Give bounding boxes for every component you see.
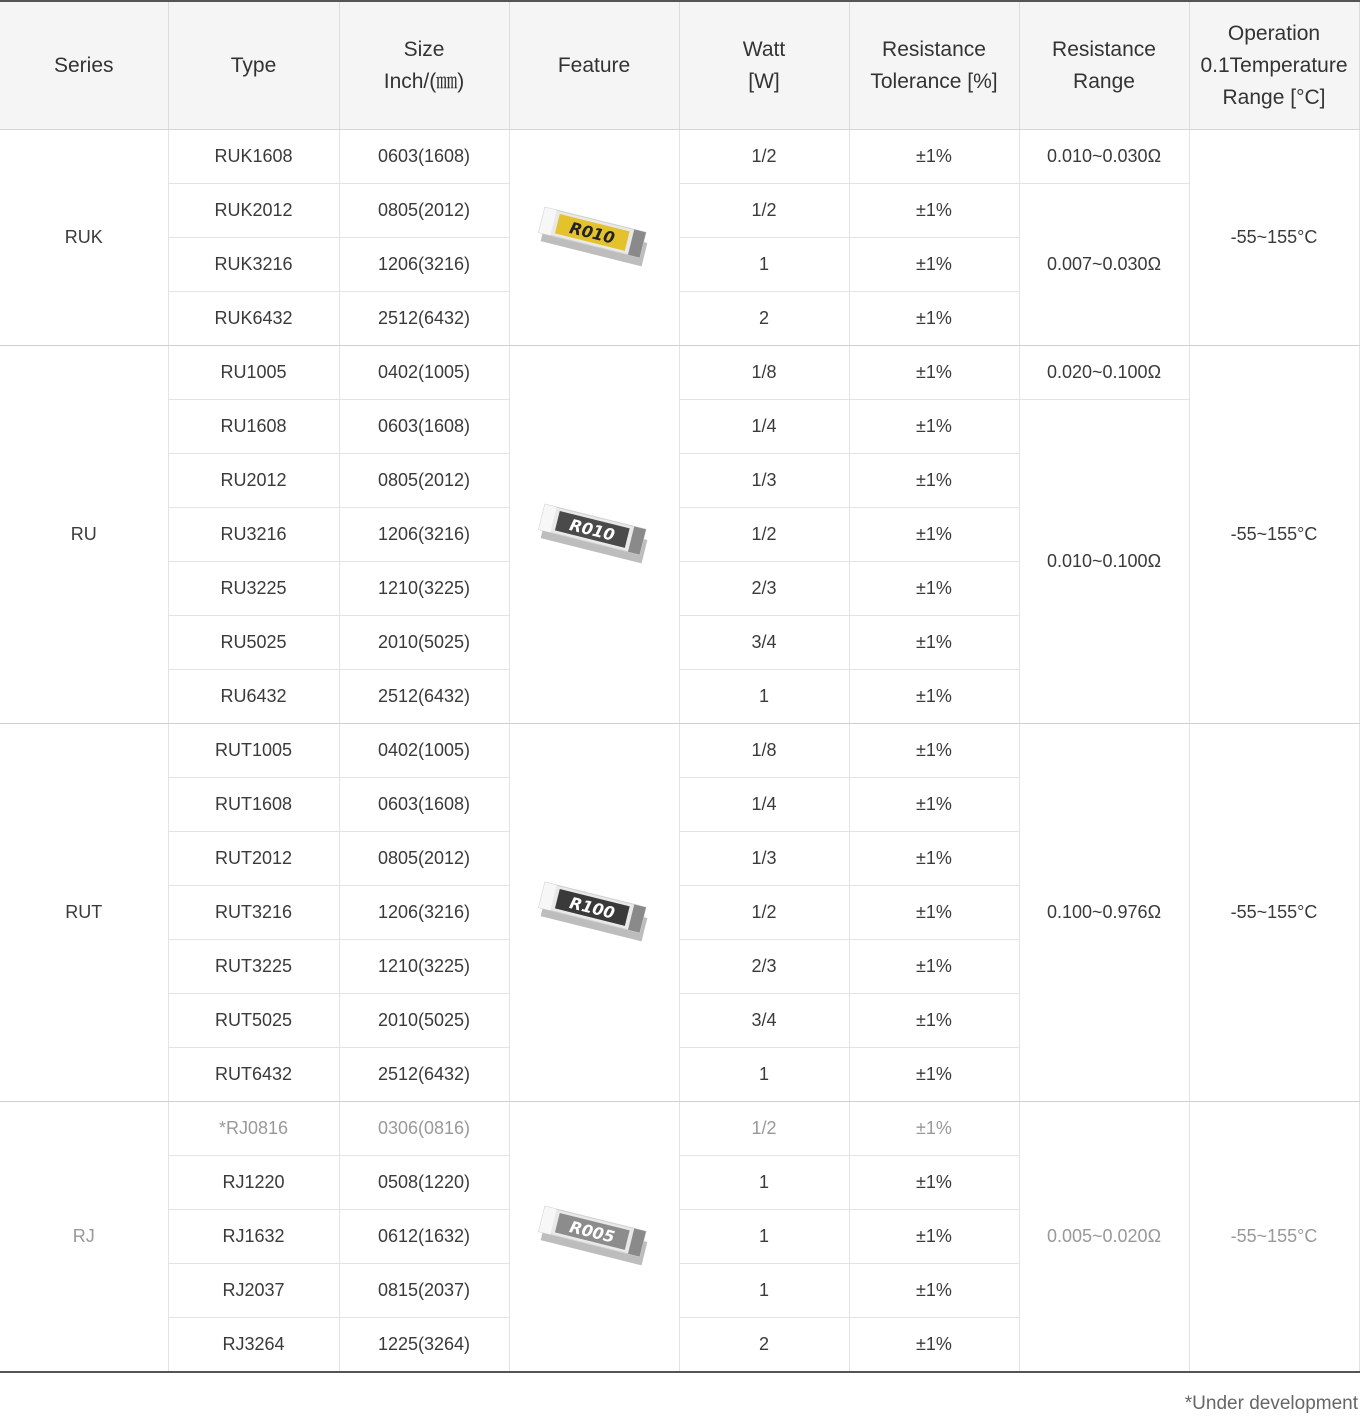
size-cell: 2512(6432)	[339, 670, 509, 724]
size-cell: 2512(6432)	[339, 292, 509, 346]
size-cell: 0612(1632)	[339, 1210, 509, 1264]
table-row	[0, 724, 1359, 778]
watt-cell: 1/4	[679, 778, 849, 832]
watt-cell: 1/2	[679, 886, 849, 940]
type-cell: RUT6432	[168, 1048, 339, 1102]
header-series: Series	[0, 1, 168, 130]
type-cell: RU1005	[168, 346, 339, 400]
tolerance-cell: ±1%	[849, 994, 1019, 1048]
type-cell: RUT2012	[168, 832, 339, 886]
watt-cell: 2	[679, 292, 849, 346]
size-cell: 1210(3225)	[339, 940, 509, 994]
chip-marking: R100	[567, 892, 617, 923]
type-cell: RU3225	[168, 562, 339, 616]
watt-cell: 1	[679, 1156, 849, 1210]
header-watt: Watt [W]	[679, 1, 849, 130]
header-row	[0, 1, 1359, 130]
watt-cell: 1/2	[679, 508, 849, 562]
watt-cell: 1/8	[679, 724, 849, 778]
tolerance-cell: ±1%	[849, 130, 1019, 184]
type-cell: RJ1632	[168, 1210, 339, 1264]
tolerance-cell: ±1%	[849, 832, 1019, 886]
temperature-cell: -55~155°C	[1189, 346, 1359, 724]
tolerance-cell: ±1%	[849, 238, 1019, 292]
chip-marking: R005	[567, 1216, 617, 1247]
range-cell: 0.005~0.020Ω	[1019, 1102, 1189, 1373]
tolerance-cell: ±1%	[849, 1048, 1019, 1102]
table-row	[0, 1102, 1359, 1156]
type-cell: RUT5025	[168, 994, 339, 1048]
header-type: Type	[168, 1, 339, 130]
resistor-chip-icon	[529, 873, 659, 953]
type-cell: RUT1005	[168, 724, 339, 778]
series-cell: RUT	[0, 724, 168, 1102]
tolerance-cell: ±1%	[849, 346, 1019, 400]
watt-cell: 2/3	[679, 940, 849, 994]
watt-cell: 3/4	[679, 994, 849, 1048]
chip-marking: R010	[567, 217, 617, 248]
tolerance-cell: ±1%	[849, 1318, 1019, 1373]
header-feature: Feature	[509, 1, 679, 130]
range-cell: 0.100~0.976Ω	[1019, 724, 1189, 1102]
tolerance-cell: ±1%	[849, 616, 1019, 670]
table-row	[0, 346, 1359, 400]
type-cell: RJ1220	[168, 1156, 339, 1210]
table-row	[0, 184, 1359, 238]
size-cell: 0603(1608)	[339, 130, 509, 184]
type-cell: RUK2012	[168, 184, 339, 238]
type-cell: RUK6432	[168, 292, 339, 346]
footnote: *Under development	[1184, 1393, 1358, 1414]
type-cell: RU2012	[168, 454, 339, 508]
watt-cell: 1/2	[679, 130, 849, 184]
tolerance-cell: ±1%	[849, 1102, 1019, 1156]
tolerance-cell: ±1%	[849, 508, 1019, 562]
series-cell: RU	[0, 346, 168, 724]
table-body	[0, 130, 1359, 1373]
watt-cell: 1/4	[679, 400, 849, 454]
range-cell: 0.007~0.030Ω	[1019, 184, 1189, 346]
temperature-cell: -55~155°C	[1189, 724, 1359, 1102]
watt-cell: 3/4	[679, 616, 849, 670]
feature-cell	[509, 724, 679, 1102]
table-row	[0, 400, 1359, 454]
type-cell: RJ2037	[168, 1264, 339, 1318]
tolerance-cell: ±1%	[849, 1156, 1019, 1210]
tolerance-cell: ±1%	[849, 940, 1019, 994]
header-temperature: Operation 0.1Temperature Range [°C]	[1189, 1, 1359, 130]
resistor-chip-icon	[529, 198, 659, 278]
series-cell: RUK	[0, 130, 168, 346]
type-cell: RUT1608	[168, 778, 339, 832]
tolerance-cell: ±1%	[849, 778, 1019, 832]
resistor-chip-icon	[529, 1197, 659, 1277]
range-cell: 0.010~0.100Ω	[1019, 400, 1189, 724]
type-cell: RUT3216	[168, 886, 339, 940]
size-cell: 0603(1608)	[339, 778, 509, 832]
type-cell: RJ3264	[168, 1318, 339, 1373]
size-cell: 1206(3216)	[339, 508, 509, 562]
watt-cell: 1	[679, 1048, 849, 1102]
watt-cell: 1/8	[679, 346, 849, 400]
header-range: Resistance Range	[1019, 1, 1189, 130]
watt-cell: 2	[679, 1318, 849, 1373]
type-cell: RU6432	[168, 670, 339, 724]
size-cell: 2512(6432)	[339, 1048, 509, 1102]
size-cell: 0508(1220)	[339, 1156, 509, 1210]
watt-cell: 1	[679, 238, 849, 292]
size-cell: 0402(1005)	[339, 346, 509, 400]
feature-cell	[509, 346, 679, 724]
tolerance-cell: ±1%	[849, 184, 1019, 238]
type-cell: RUT3225	[168, 940, 339, 994]
size-cell: 1210(3225)	[339, 562, 509, 616]
size-cell: 1206(3216)	[339, 886, 509, 940]
chip-marking: R010	[567, 514, 617, 545]
size-cell: 0815(2037)	[339, 1264, 509, 1318]
size-cell: 0306(0816)	[339, 1102, 509, 1156]
type-cell: *RJ0816	[168, 1102, 339, 1156]
type-cell: RU3216	[168, 508, 339, 562]
tolerance-cell: ±1%	[849, 562, 1019, 616]
size-cell: 0805(2012)	[339, 184, 509, 238]
tolerance-cell: ±1%	[849, 724, 1019, 778]
size-cell: 0805(2012)	[339, 454, 509, 508]
series-cell: RJ	[0, 1102, 168, 1373]
size-cell: 0805(2012)	[339, 832, 509, 886]
table-row	[0, 130, 1359, 184]
header-size: Size Inch/(㎜)	[339, 1, 509, 130]
size-cell: 0603(1608)	[339, 400, 509, 454]
header-tolerance: Resistance Tolerance [%]	[849, 1, 1019, 130]
type-cell: RUK3216	[168, 238, 339, 292]
type-cell: RU1608	[168, 400, 339, 454]
watt-cell: 1/2	[679, 184, 849, 238]
size-cell: 1225(3264)	[339, 1318, 509, 1373]
feature-cell	[509, 130, 679, 346]
watt-cell: 1	[679, 670, 849, 724]
watt-cell: 1	[679, 1210, 849, 1264]
watt-cell: 2/3	[679, 562, 849, 616]
tolerance-cell: ±1%	[849, 1210, 1019, 1264]
tolerance-cell: ±1%	[849, 1264, 1019, 1318]
size-cell: 0402(1005)	[339, 724, 509, 778]
range-cell: 0.010~0.030Ω	[1019, 130, 1189, 184]
temperature-cell: -55~155°C	[1189, 1102, 1359, 1373]
size-cell: 2010(5025)	[339, 616, 509, 670]
temperature-cell: -55~155°C	[1189, 130, 1359, 346]
tolerance-cell: ±1%	[849, 886, 1019, 940]
type-cell: RUK1608	[168, 130, 339, 184]
size-cell: 1206(3216)	[339, 238, 509, 292]
watt-cell: 1/2	[679, 1102, 849, 1156]
tolerance-cell: ±1%	[849, 292, 1019, 346]
range-cell: 0.020~0.100Ω	[1019, 346, 1189, 400]
tolerance-cell: ±1%	[849, 670, 1019, 724]
resistor-chip-icon	[529, 495, 659, 575]
tolerance-cell: ±1%	[849, 400, 1019, 454]
watt-cell: 1/3	[679, 832, 849, 886]
watt-cell: 1	[679, 1264, 849, 1318]
feature-cell	[509, 1102, 679, 1373]
watt-cell: 1/3	[679, 454, 849, 508]
size-cell: 2010(5025)	[339, 994, 509, 1048]
tolerance-cell: ±1%	[849, 454, 1019, 508]
type-cell: RU5025	[168, 616, 339, 670]
